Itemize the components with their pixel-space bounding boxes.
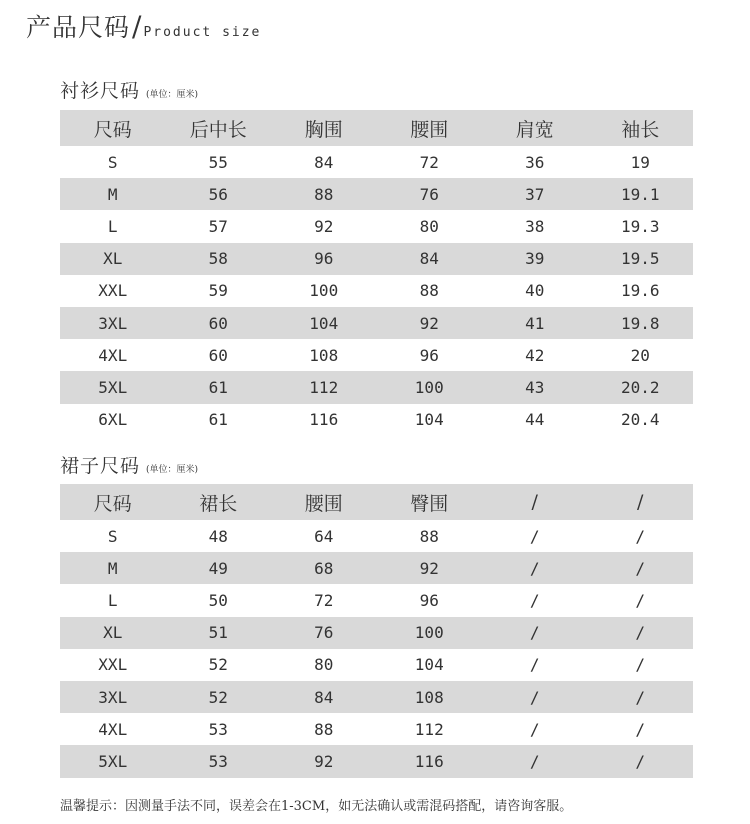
- column-header: /: [588, 484, 694, 520]
- table-row: [60, 649, 693, 681]
- skirt-size-table: [60, 484, 693, 778]
- table-row: [60, 210, 693, 242]
- table-cell: /: [588, 681, 694, 713]
- table-cell: 112: [414, 719, 444, 739]
- table-row: [60, 307, 693, 339]
- table-cell: /: [529, 719, 540, 739]
- table-row: [60, 617, 693, 649]
- table-cell: 92: [314, 216, 334, 236]
- table-cell: 108: [309, 345, 339, 365]
- table-cell: 100: [377, 371, 483, 403]
- table-cell: 19.6: [620, 281, 660, 301]
- table-cell: 37: [482, 178, 588, 210]
- table-cell: 84: [314, 152, 334, 172]
- table-cell: 88: [419, 526, 439, 546]
- table-cell: 19.3: [620, 216, 660, 236]
- table-cell: /: [635, 719, 646, 739]
- table-cell: 40: [525, 281, 545, 301]
- column-header: 袖长: [588, 110, 694, 146]
- table-cell: 61: [166, 371, 272, 403]
- table-cell: /: [482, 681, 588, 713]
- table-cell: XL: [60, 243, 166, 275]
- column-header: 肩宽: [482, 110, 588, 146]
- column-header: 尺码: [60, 484, 166, 520]
- table-cell: 3XL: [60, 307, 166, 339]
- table-header-row: [60, 110, 693, 146]
- table-cell: 92: [271, 745, 377, 777]
- table-cell: /: [482, 552, 588, 584]
- table-row: [60, 243, 693, 275]
- table-cell: 80: [314, 655, 334, 675]
- table-cell: 19.5: [588, 243, 694, 275]
- table-cell: 50: [208, 590, 228, 610]
- table-cell: /: [529, 655, 540, 675]
- table-cell: 76: [271, 617, 377, 649]
- table-cell: 96: [271, 243, 377, 275]
- skirt-title: 裙子尺码: [60, 455, 141, 477]
- table-cell: 76: [377, 178, 483, 210]
- table-cell: 43: [482, 371, 588, 403]
- column-header: 后中长: [166, 110, 272, 146]
- table-cell: 58: [166, 243, 272, 275]
- table-cell: 64: [314, 526, 334, 546]
- table-cell: XXL: [98, 655, 128, 675]
- table-cell: /: [482, 617, 588, 649]
- table-cell: 104: [271, 307, 377, 339]
- table-cell: 39: [482, 243, 588, 275]
- table-cell: /: [588, 745, 694, 777]
- table-cell: 3XL: [60, 681, 166, 713]
- table-cell: 88: [271, 178, 377, 210]
- table-cell: 51: [166, 617, 272, 649]
- table-cell: 92: [377, 307, 483, 339]
- table-cell: 84: [271, 681, 377, 713]
- table-cell: 116: [377, 745, 483, 777]
- table-cell: S: [107, 526, 118, 546]
- table-cell: /: [635, 655, 646, 675]
- table-cell: 108: [377, 681, 483, 713]
- table-cell: /: [482, 745, 588, 777]
- table-row: [60, 146, 693, 178]
- table-row: [60, 520, 693, 552]
- column-header: 腰围: [271, 484, 377, 520]
- table-row: [60, 745, 693, 777]
- table-cell: 6XL: [98, 410, 128, 430]
- shirt-unit: (单位：厘米): [146, 90, 199, 100]
- table-cell: XL: [60, 617, 166, 649]
- table-cell: /: [635, 590, 646, 610]
- table-cell: M: [60, 178, 166, 210]
- table-cell: 19.1: [588, 178, 694, 210]
- table-cell: XXL: [98, 281, 128, 301]
- column-header: 尺码: [60, 110, 166, 146]
- table-cell: 52: [208, 655, 228, 675]
- table-cell: M: [60, 552, 166, 584]
- table-cell: 100: [309, 281, 339, 301]
- table-row: [60, 404, 693, 436]
- skirt-section-title: [60, 451, 198, 478]
- table-cell: /: [588, 617, 694, 649]
- table-cell: 56: [166, 178, 272, 210]
- table-cell: 57: [208, 216, 228, 236]
- table-cell: 36: [525, 152, 545, 172]
- column-header: /: [482, 484, 588, 520]
- table-cell: 53: [166, 745, 272, 777]
- table-cell: 19.8: [588, 307, 694, 339]
- table-cell: 68: [271, 552, 377, 584]
- table-cell: 53: [208, 719, 228, 739]
- table-cell: 104: [414, 410, 444, 430]
- table-cell: 5XL: [60, 371, 166, 403]
- table-cell: S: [107, 152, 118, 172]
- table-cell: 4XL: [98, 345, 128, 365]
- table-row: [60, 178, 693, 210]
- table-cell: 60: [208, 345, 228, 365]
- skirt-unit: (单位：厘米): [146, 465, 199, 475]
- table-row: [60, 371, 693, 403]
- table-cell: 96: [419, 345, 439, 365]
- table-cell: 49: [166, 552, 272, 584]
- table-cell: 20: [630, 345, 650, 365]
- table-cell: 80: [419, 216, 439, 236]
- shirt-title: 衬衫尺码: [60, 80, 141, 102]
- table-cell: L: [107, 590, 118, 610]
- table-row: [60, 713, 693, 745]
- table-cell: 116: [309, 410, 339, 430]
- page-subtitle: Product size: [143, 25, 262, 40]
- table-cell: 92: [377, 552, 483, 584]
- table-row: [60, 339, 693, 371]
- page-title: 产品尺码: [26, 13, 131, 42]
- column-header: 裙长: [166, 484, 272, 520]
- page-header: [26, 8, 261, 48]
- table-row: [60, 275, 693, 307]
- table-cell: 100: [377, 617, 483, 649]
- table-cell: 72: [419, 152, 439, 172]
- table-cell: 44: [525, 410, 545, 430]
- measurement-note: 温馨提示：因测量手法不同，误差会在1-3CM，如无法确认或需混码搭配，请咨询客服。: [60, 799, 573, 814]
- table-cell: 88: [314, 719, 334, 739]
- table-cell: /: [588, 552, 694, 584]
- table-cell: 60: [166, 307, 272, 339]
- table-cell: /: [529, 590, 540, 610]
- table-cell: 72: [314, 590, 334, 610]
- table-cell: 84: [377, 243, 483, 275]
- table-cell: 96: [419, 590, 439, 610]
- table-cell: /: [529, 526, 540, 546]
- title-divider: /: [132, 10, 142, 43]
- table-cell: 48: [208, 526, 228, 546]
- table-cell: 5XL: [60, 745, 166, 777]
- column-header: 腰围: [377, 110, 483, 146]
- table-cell: 61: [208, 410, 228, 430]
- table-row: [60, 681, 693, 713]
- table-cell: 4XL: [98, 719, 128, 739]
- table-cell: 42: [525, 345, 545, 365]
- shirt-size-table: [60, 110, 693, 436]
- table-cell: 55: [208, 152, 228, 172]
- table-row: [60, 552, 693, 584]
- table-cell: /: [635, 526, 646, 546]
- table-cell: 88: [419, 281, 439, 301]
- column-header: 臀围: [377, 484, 483, 520]
- table-row: [60, 584, 693, 616]
- table-header-row: [60, 484, 693, 520]
- table-cell: 52: [166, 681, 272, 713]
- table-cell: L: [107, 216, 118, 236]
- table-cell: 112: [271, 371, 377, 403]
- table-cell: 41: [482, 307, 588, 339]
- table-cell: 38: [525, 216, 545, 236]
- table-cell: 59: [208, 281, 228, 301]
- column-header: 胸围: [271, 110, 377, 146]
- table-cell: 20.4: [620, 410, 660, 430]
- table-cell: 20.2: [588, 371, 694, 403]
- table-cell: 19: [630, 152, 650, 172]
- table-cell: 104: [414, 655, 444, 675]
- shirt-section-title: [60, 76, 198, 103]
